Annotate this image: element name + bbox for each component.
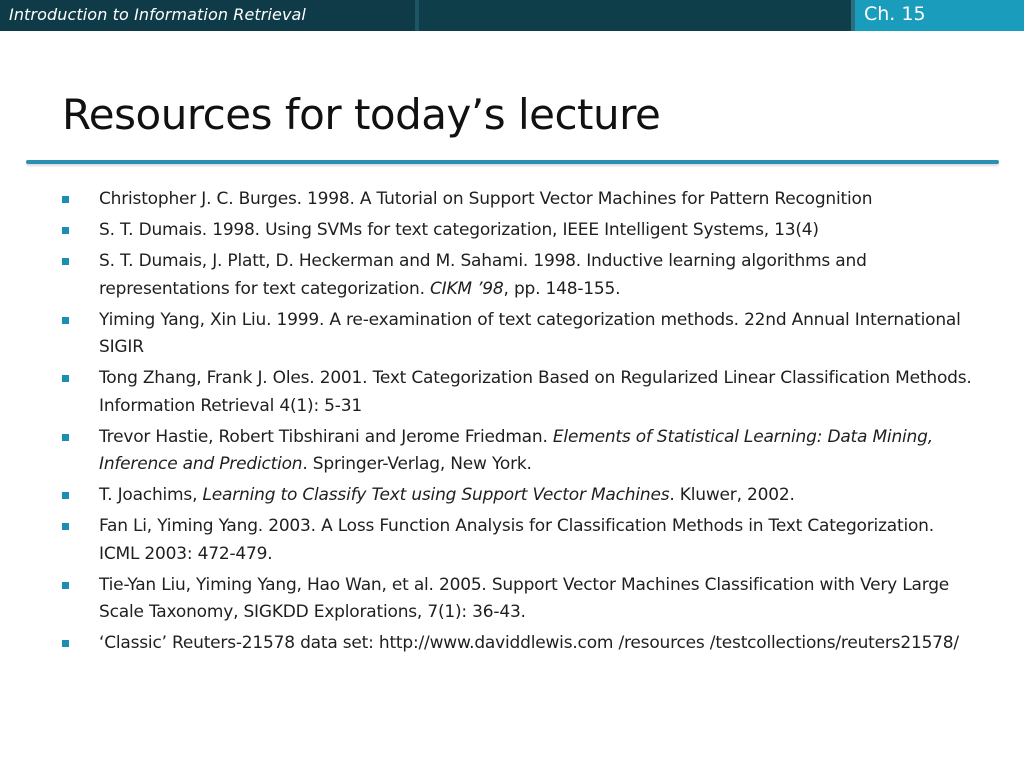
chapter-label: Ch. 15 bbox=[864, 3, 926, 25]
list-item bbox=[56, 186, 976, 214]
reference-text-tail: , pp. 148-155. bbox=[503, 278, 621, 299]
slide-title: Resources for today’s lecture bbox=[62, 90, 661, 139]
list-item bbox=[56, 248, 976, 303]
reference-text: ‘Classic’ Reuters-21578 data set: http://www.daviddlewis.com /resources /testcollections/reuters21578/ bbox=[99, 633, 959, 653]
header-bar bbox=[0, 0, 1024, 31]
reference-text: Yiming Yang, Xin Liu. 1999. A re-examination of text categorization methods. 22nd Annual International SIGIR bbox=[99, 309, 961, 357]
square-bullet-icon bbox=[62, 523, 69, 530]
square-bullet-icon bbox=[62, 640, 69, 647]
list-item bbox=[56, 365, 976, 420]
header-segment-middle bbox=[419, 0, 851, 31]
title-underline bbox=[26, 160, 999, 164]
reference-text-tail: . Springer-Verlag, New York. bbox=[302, 454, 532, 474]
list-item bbox=[56, 424, 976, 479]
square-bullet-icon bbox=[62, 227, 69, 234]
list-item bbox=[56, 630, 976, 658]
reference-text: S. T. Dumais. 1998. Using SVMs for text categorization, IEEE Intelligent Systems, 13(4) bbox=[99, 220, 819, 240]
square-bullet-icon bbox=[62, 375, 69, 382]
reference-text: Tie-Yan Liu, Yiming Yang, Hao Wan, et al. 2005. Support Vector Machines Classification with Very Large Scale Taxonomy, SIGKDD Explorations, 7(1): 36-43. bbox=[99, 574, 950, 622]
reference-text: T. Joachims, bbox=[99, 485, 203, 505]
reference-italic: Learning to Classify Text using Support Vector Machines bbox=[202, 485, 670, 505]
reference-text: Christopher J. C. Burges. 1998. A Tutorial on Support Vector Machines for Pattern Recognition bbox=[99, 189, 873, 209]
square-bullet-icon bbox=[62, 492, 69, 499]
list-item bbox=[56, 482, 976, 510]
list-item bbox=[56, 217, 976, 245]
list-item bbox=[56, 307, 976, 362]
reference-italic: CIKM ’98 bbox=[429, 278, 504, 299]
reference-text: Tong Zhang, Frank J. Oles. 2001. Text Categorization Based on Regularized Linear Classification Methods. Information Retrieval 4(1): 5-31 bbox=[99, 368, 972, 416]
list-item bbox=[56, 572, 976, 627]
reference-text-tail: . Kluwer, 2002. bbox=[669, 485, 795, 505]
square-bullet-icon bbox=[62, 434, 69, 441]
reference-text: S. T. Dumais, J. Platt, D. Heckerman and M. Sahami. 1998. Inductive learning algorithms and representations for text categorization. bbox=[99, 251, 867, 299]
square-bullet-icon bbox=[62, 258, 69, 265]
reference-text: Fan Li, Yiming Yang. 2003. A Loss Function Analysis for Classification Methods in Text Categorization. ICML 2003: 472-479. bbox=[99, 516, 934, 564]
square-bullet-icon bbox=[62, 317, 69, 324]
reference-list bbox=[56, 186, 976, 661]
list-item bbox=[56, 513, 976, 568]
course-title: Introduction to Information Retrieval bbox=[9, 5, 306, 24]
reference-italic: Elements of Statistical Learning: Data Mining, Inference and Prediction bbox=[99, 426, 933, 474]
square-bullet-icon bbox=[62, 582, 69, 589]
square-bullet-icon bbox=[62, 196, 69, 203]
reference-text: Trevor Hastie, Robert Tibshirani and Jerome Friedman. bbox=[99, 426, 553, 447]
